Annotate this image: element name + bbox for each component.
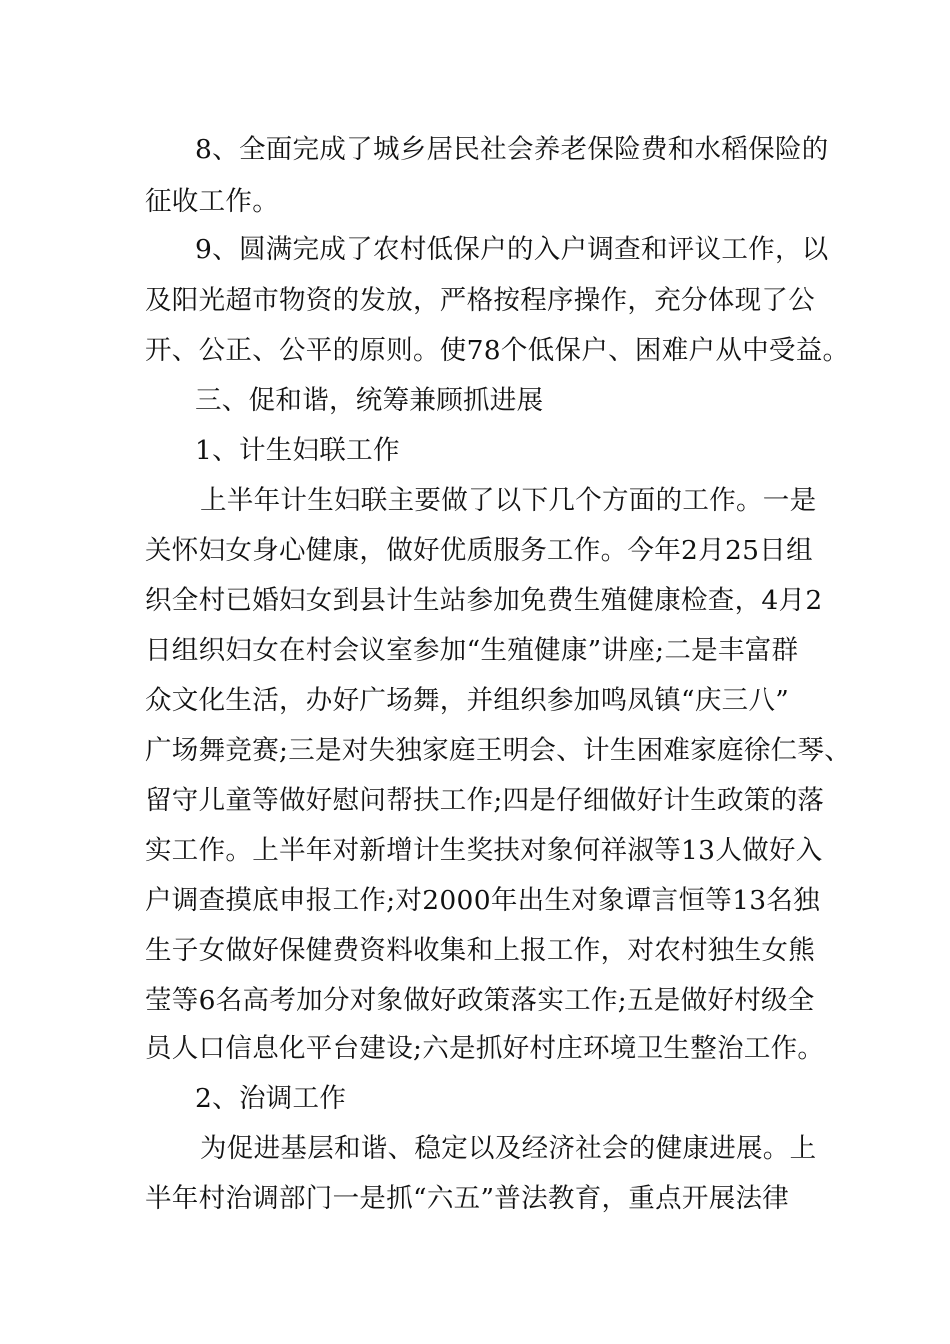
paragraph-9-line-2: 及阳光超市物资的发放，严格按程序操作，充分体现了公 <box>145 285 815 316</box>
paragraph-fl-line-7: 留守儿童等做好慰问帮扶工作;四是仔细做好计生政策的落 <box>145 785 825 816</box>
paragraph-zt-line-2: 半年村治调部门一是抓“六五”普法教育，重点开展法律 <box>145 1183 790 1214</box>
paragraph-zt-line-1: 为促进基层和谐、稳定以及经济社会的健康进展。上 <box>200 1133 817 1164</box>
paragraph-fl-line-9: 户调查摸底申报工作;对2000年出生对象谭言恒等13名独 <box>145 885 820 916</box>
paragraph-9-line-3: 开、公正、公平的原则。使78个低保户、困难户从中受益。 <box>145 335 850 366</box>
subsection-heading-2: 2、治调工作 <box>195 1083 347 1114</box>
paragraph-9-line-1: 9、圆满完成了农村低保户的入户调查和评议工作，以 <box>195 234 829 265</box>
paragraph-fl-line-5: 众文化生活，办好广场舞，并组织参加鸣凤镇“庆三八” <box>145 685 790 716</box>
paragraph-fl-line-8: 实工作。上半年对新增计生奖扶对象何祥淑等13人做好入 <box>145 835 823 866</box>
paragraph-fl-line-2: 关怀妇女身心健康，做好优质服务工作。今年2月25日组 <box>145 535 813 566</box>
paragraph-fl-line-12: 员人口信息化平台建设;六是抓好村庄环境卫生整治工作。 <box>145 1033 825 1064</box>
paragraph-fl-line-3: 织全村已婚妇女到县计生站参加免费生殖健康检查，4月2 <box>145 585 823 616</box>
paragraph-fl-line-11: 莹等6名高考加分对象做好政策落实工作;五是做好村级全 <box>145 985 815 1016</box>
paragraph-fl-line-1: 上半年计生妇联主要做了以下几个方面的工作。一是 <box>200 485 817 516</box>
paragraph-fl-line-6: 广场舞竞赛;三是对失独家庭王明会、计生困难家庭徐仁琴、 <box>145 735 852 766</box>
section-heading: 三、促和谐，统筹兼顾抓进展 <box>195 385 544 416</box>
paragraph-fl-line-10: 生子女做好保健费资料收集和上报工作，对农村独生女熊 <box>145 935 815 966</box>
paragraph-8-line-2: 征收工作。 <box>145 186 279 217</box>
paragraph-fl-line-4: 日组织妇女在村会议室参加“生殖健康”讲座;二是丰富群 <box>145 635 799 666</box>
paragraph-8-line-1: 8、全面完成了城乡居民社会养老保险费和水稻保险的 <box>195 134 829 165</box>
subsection-heading-1: 1、计生妇联工作 <box>195 435 400 466</box>
